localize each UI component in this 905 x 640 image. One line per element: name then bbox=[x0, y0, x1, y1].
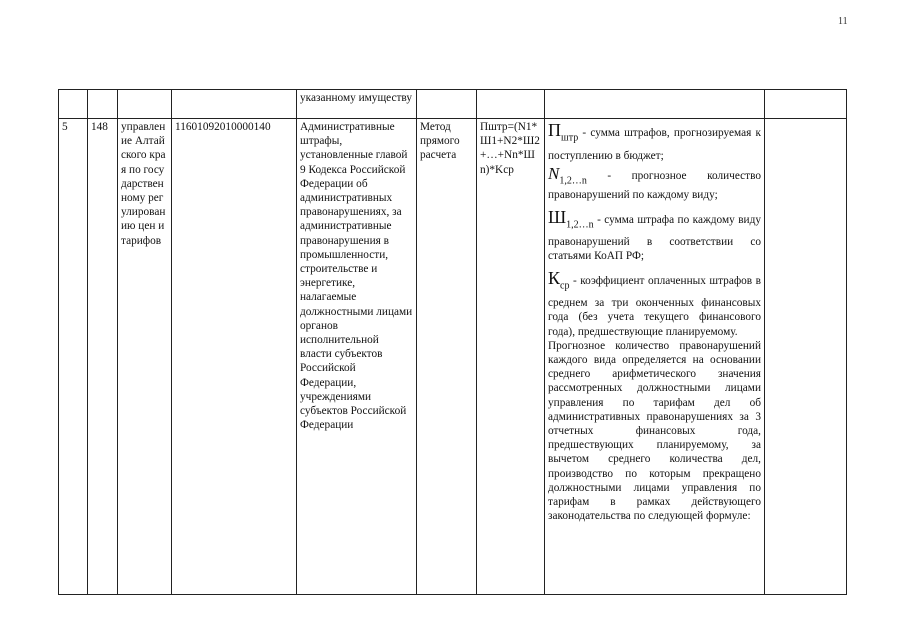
cell-empty bbox=[118, 90, 172, 119]
var-symbol: $Ш_{1,2\dots n}$ bbox=[548, 206, 594, 231]
definition-text: сумма штрафов, прогнозируемая к поступлению в бюджет; bbox=[548, 127, 761, 162]
cell-income-name: Административные штрафы, установленные главой 9 Кодекса Российской Федерации об административных правонарушениях, за административные правонарушения в промышленности, строительстве и энергетике, налагаемые должностными лицами органов исполнительной власти субъектов Российской Федерации, учреждениями субъектов Российской Федерации bbox=[297, 119, 417, 595]
definition-text: прогнозное количество правонарушений по каждому виду; bbox=[548, 169, 761, 202]
definition-text: сумма штрафа по каждому виду правонарушений в соответствии со статьями КоАП РФ; bbox=[548, 213, 761, 263]
definition: $П_{штр}$ - сумма штрафов, прогнозируемая к поступлению в бюджет; bbox=[548, 120, 761, 162]
description-paragraph: Прогнозное количество правонарушений каждого вида определяется на основании среднего арифметического значения рассмотренных должностными лицами управления по тарифам дел об административных правонарушениях за 3 отчетных финансовых года, предшествующих планируемому, за вычетом среднего количества дел, производство по которым прекращено должностными лицами управления по тарифам в рамках действующего законодательства по следующей формуле: bbox=[548, 339, 761, 523]
cell-algorithm bbox=[545, 119, 765, 595]
cell-empty bbox=[765, 90, 847, 119]
cell-empty bbox=[59, 90, 88, 119]
cell-row-number: 5 bbox=[59, 119, 88, 595]
cell-formula: Пштр=(N1*Ш1+N2*Ш2+…+Nn*Шn)*Kср bbox=[477, 119, 545, 595]
cell-income-name-tail: указанному имуществу bbox=[297, 90, 417, 119]
definition: $Ш_{1,2\dots n}$ - сумма штрафа по каждому виду правонарушений в соответствии со статьями КоАП РФ; bbox=[548, 206, 761, 263]
var-symbol: $N_{1,2\dots n}$ bbox=[548, 163, 587, 187]
definition-text: коэффициент оплаченных штрафов в среднем за три оконченных финансовых года (без учета текущего финансового года), предшествующие планируемому. bbox=[548, 274, 761, 338]
cell-empty bbox=[172, 90, 297, 119]
cell-empty bbox=[545, 90, 765, 119]
var-symbol: $К_{ср}$ bbox=[548, 267, 570, 292]
cell-method: Метод прямого расчета bbox=[417, 119, 477, 595]
income-forecast-table bbox=[58, 89, 847, 595]
table-row bbox=[59, 119, 847, 595]
definition: $N_{1,2\dots n}$ - прогнозное количество правонарушений по каждому виду; bbox=[548, 163, 761, 202]
cell-kbk: 11601092010000140 bbox=[172, 119, 297, 595]
table-row-prev bbox=[59, 90, 847, 119]
var-symbol: $П_{штр}$ bbox=[548, 120, 579, 144]
page-number: 11 bbox=[838, 16, 848, 27]
cell-administrator: управление Алтайского края по государственному регулированию цен и тарифов bbox=[118, 119, 172, 595]
definition: $К_{ср}$ - коэффициент оплаченных штрафов в среднем за три оконченных финансовых года (без учета текущего финансового года), предшествующие планируемому. bbox=[548, 267, 761, 338]
cell-empty bbox=[477, 90, 545, 119]
cell-empty bbox=[417, 90, 477, 119]
cell-admin-code: 148 bbox=[88, 119, 118, 595]
cell-empty bbox=[765, 119, 847, 595]
cell-empty bbox=[88, 90, 118, 119]
